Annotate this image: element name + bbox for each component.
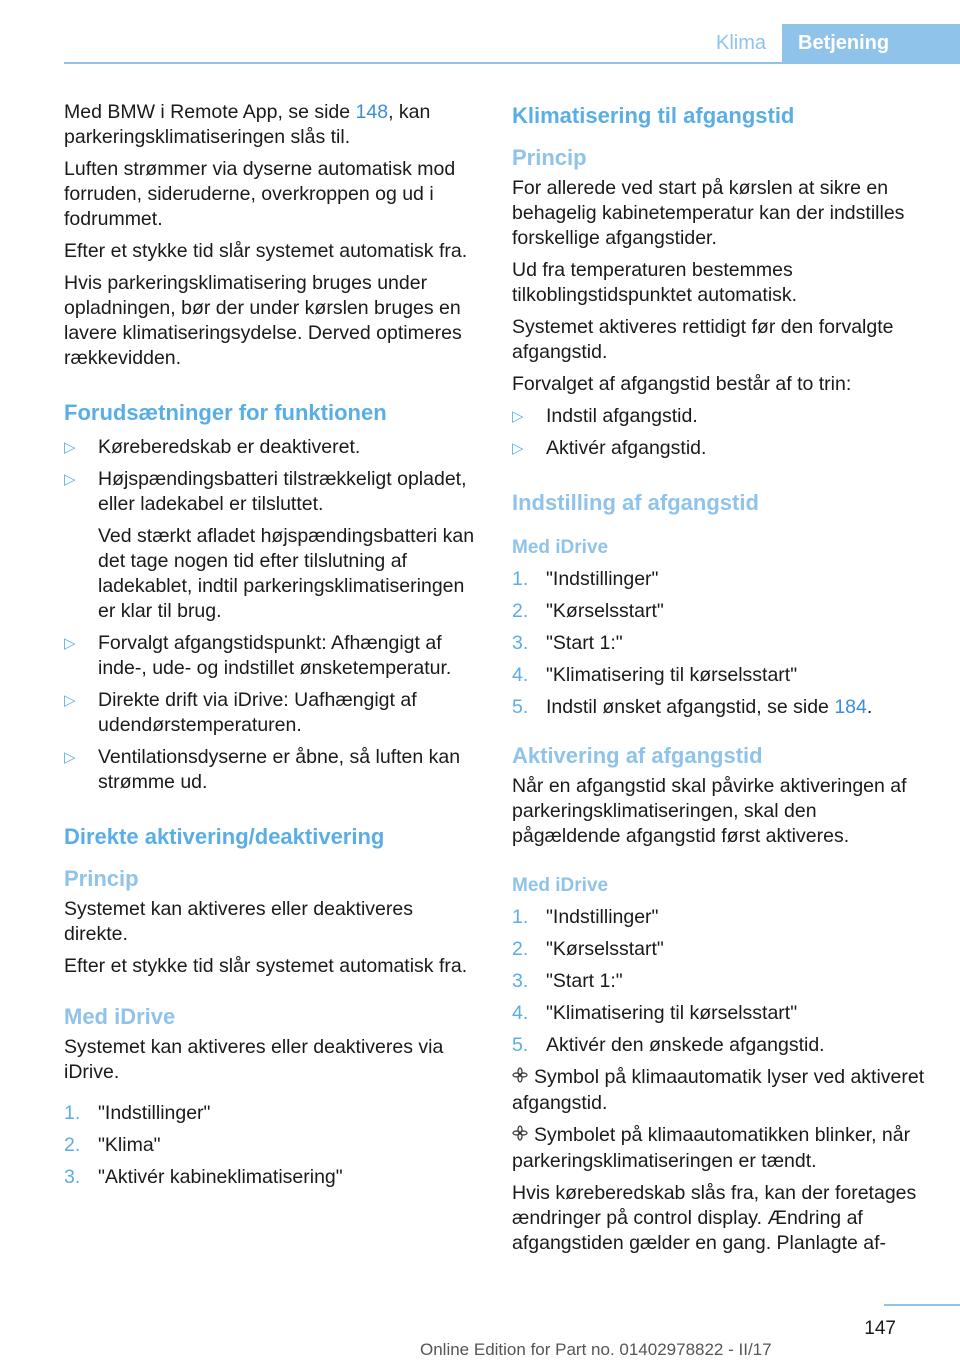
sub-paragraph: Ved stærkt afladet højspændingsbatteri kan det tage nogen tid efter tilslutning af ladekablet, indtil parkeringsklimatiseringen er klar til brug.	[98, 525, 475, 622]
list-item	[64, 1101, 480, 1126]
numbered-list	[64, 1101, 480, 1190]
paragraph: Hvis parkeringsklimatisering bruges under opladningen, bør der under kørslen bruges en lavere klimatiseringsydelse. Derved optimeres rækkevidden.	[64, 272, 462, 369]
edition-footer: Online Edition for Part no. 01402978822 - II/17	[420, 1340, 772, 1359]
list-number: 2.	[512, 600, 529, 622]
list-item-text: "Indstillinger"	[546, 906, 659, 928]
paragraph: Hvis køreberedskab slås fra, kan der foretages ændringer på control display. Ændring af afgangstiden gælder en gang. Planlagte af-	[512, 1182, 917, 1254]
list-item-text: Køreberedskab er deaktiveret.	[98, 436, 361, 458]
text: .	[866, 696, 873, 718]
list-item	[64, 1133, 480, 1158]
numbered-list	[512, 905, 928, 1058]
list-item	[512, 1001, 928, 1026]
list-number: 4.	[512, 664, 529, 686]
paragraph	[512, 1123, 928, 1174]
section-tab-betjening[interactable]: Betjening	[782, 24, 960, 62]
list-number: 1.	[512, 568, 529, 590]
list-number: 1.	[512, 906, 529, 928]
list-item	[64, 467, 480, 517]
paragraph	[64, 100, 480, 150]
text: Indstil ønsket afgangstid, se side	[546, 696, 835, 718]
bullet-list	[512, 404, 928, 461]
text: Symbol på klimaautomatik lyser ved aktiveret afgangstid.	[512, 1066, 925, 1114]
list-item-text: "Kørselsstart"	[546, 600, 664, 622]
text: Med BMW i Remote App, se side	[64, 101, 356, 123]
bullet-icon: ▷	[64, 471, 76, 488]
list-number: 5.	[512, 1034, 529, 1056]
fan-icon	[512, 1124, 534, 1149]
header-rule	[64, 62, 960, 64]
list-item	[512, 1033, 928, 1058]
list-number: 1.	[64, 1102, 81, 1124]
bullet-list	[64, 435, 480, 517]
list-item	[64, 1165, 480, 1190]
left-column	[64, 100, 480, 1197]
bullet-icon: ▷	[64, 439, 76, 456]
bullet-icon: ▷	[64, 749, 76, 766]
paragraph: Ud fra temperaturen bestemmes tilkoblingstidspunktet automatisk.	[512, 259, 798, 306]
list-item	[512, 599, 928, 624]
paragraph: Systemet kan aktiveres eller deaktiveres via iDrive.	[64, 1036, 444, 1083]
paragraph	[512, 1065, 928, 1116]
bullet-list	[64, 631, 480, 795]
list-item	[512, 663, 928, 688]
list-number: 3.	[64, 1166, 81, 1188]
heading-princip: Princip	[64, 866, 139, 891]
heading-aktivering-afgangstid: Aktivering af afgangstid	[512, 743, 763, 768]
list-number: 5.	[512, 696, 529, 718]
text: , kan parkeringsklimatiseringen slås til.	[64, 101, 431, 148]
heading-indstilling-afgangstid: Indstilling af afgangstid	[512, 490, 759, 515]
page-link-184[interactable]: 184	[834, 696, 867, 718]
paragraph: Systemet aktiveres rettidigt før den forvalgte afgangstid.	[512, 316, 894, 363]
list-item	[512, 937, 928, 962]
paragraph: Forvalget af afgangstid består af to trin:	[512, 373, 852, 395]
list-item-text: "Klima"	[98, 1134, 161, 1156]
list-item	[512, 567, 928, 592]
bullet-icon: ▷	[512, 408, 524, 425]
list-item	[64, 435, 480, 460]
heading-med-idrive: Med iDrive	[512, 875, 609, 896]
list-item-text: Forvalgt afgangstidspunkt: Afhængigt af inde-, ude- og indstillet ønsketemperatur.	[98, 632, 452, 679]
heading-forudsaetninger: Forudsætninger for funktionen	[64, 400, 387, 425]
fan-icon	[512, 1066, 534, 1091]
bullet-icon: ▷	[512, 440, 524, 457]
list-item	[64, 745, 480, 795]
page-number: 147	[864, 1318, 896, 1339]
numbered-list	[512, 567, 928, 720]
paragraph: Systemet kan aktiveres eller deaktiveres direkte.	[64, 898, 413, 945]
footer-rule	[884, 1304, 960, 1306]
list-item-text: "Indstillinger"	[546, 568, 659, 590]
list-item-text: "Klimatisering til kørselsstart"	[546, 664, 798, 686]
list-item	[512, 404, 928, 429]
list-item-text: "Indstillinger"	[98, 1102, 211, 1124]
bullet-icon: ▷	[64, 635, 76, 652]
paragraph: Luften strømmer via dyserne automatisk mod forruden, sideruderne, overkroppen og ud i fodrummet.	[64, 158, 456, 230]
list-item	[512, 695, 928, 720]
list-item	[512, 631, 928, 656]
heading-princip: Princip	[512, 145, 587, 170]
section-tab-klima[interactable]: Klima	[715, 32, 766, 54]
paragraph: For allerede ved start på kørslen at sikre en behagelig kabinetemperatur kan der indstilles forskellige afgangstider.	[512, 177, 905, 249]
list-item	[64, 631, 480, 681]
list-number: 3.	[512, 632, 529, 654]
page-link-148[interactable]: 148	[355, 101, 389, 123]
list-item	[64, 688, 480, 738]
list-number: 2.	[64, 1134, 81, 1156]
right-column	[512, 100, 928, 1263]
list-number: 3.	[512, 970, 529, 992]
heading-med-idrive: Med iDrive	[64, 1004, 176, 1029]
text: Symbolet på klimaautomatikken blinker, når parkeringsklimatiseringen er tændt.	[512, 1124, 911, 1172]
list-item	[512, 969, 928, 994]
page-header	[696, 24, 960, 62]
list-item-text: Indstil afgangstid.	[546, 405, 698, 427]
list-item-text: Højspændingsbatteri tilstrækkeligt opladet, eller ladekabel er tilsluttet.	[98, 468, 467, 515]
heading-med-idrive: Med iDrive	[512, 537, 609, 558]
list-item-text: Direkte drift via iDrive: Uafhængigt af udendørstemperaturen.	[98, 689, 417, 736]
list-item-text: "Klimatisering til kørselsstart"	[546, 1002, 798, 1024]
list-item-text: "Start 1:"	[546, 970, 623, 992]
list-item-text: Aktivér afgangstid.	[546, 437, 707, 459]
list-item-text: Ventilationsdyserne er åbne, så luften kan strømme ud.	[98, 746, 461, 793]
bullet-icon: ▷	[64, 692, 76, 709]
paragraph: Når en afgangstid skal påvirke aktiveringen af parkeringsklimatiseringen, skal den pågældende afgangstid først aktiveres.	[512, 775, 907, 847]
list-item-text: "Start 1:"	[546, 632, 623, 654]
paragraph: Efter et stykke tid slår systemet automatisk fra.	[64, 240, 468, 262]
list-item-text	[546, 695, 872, 720]
list-number: 4.	[512, 1002, 529, 1024]
list-item-text: "Aktivér kabineklimatisering"	[98, 1166, 343, 1188]
list-item	[512, 905, 928, 930]
heading-direkte-aktivering: Direkte aktivering/deaktivering	[64, 824, 385, 849]
paragraph: Efter et stykke tid slår systemet automatisk fra.	[64, 955, 468, 977]
heading-klimatisering-afgangstid: Klimatisering til afgangstid	[512, 103, 795, 128]
list-item-text: "Kørselsstart"	[546, 938, 664, 960]
list-item	[512, 436, 928, 461]
list-number: 2.	[512, 938, 529, 960]
list-item-text: Aktivér den ønskede afgangstid.	[546, 1034, 825, 1056]
